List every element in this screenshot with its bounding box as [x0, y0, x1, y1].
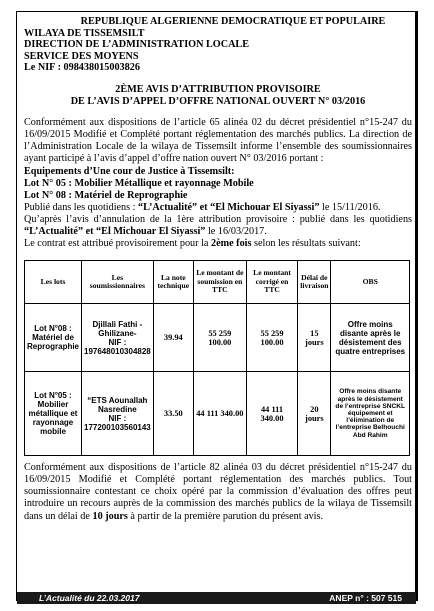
- row2-note: 33.50: [153, 372, 193, 456]
- publication-suffix: le 15/11/2016.: [319, 201, 381, 213]
- notice-title: [24, 84, 412, 107]
- row1-bidder-name: Djillali Fathi -Ghilizane-: [92, 319, 143, 338]
- publication-prefix: Publié dans les quotidiens :: [24, 201, 139, 213]
- row2-obs: Offre moins disante après le désistement de l’entreprise SNCKL équipement et l’élimination de l’entreprise Belhouchi Abd Rahim: [331, 372, 410, 456]
- row2-bidder: [82, 372, 154, 456]
- subject-line-2: Lot N° 05 : Mobilier Métallique et rayonnage Mobile: [24, 177, 254, 189]
- table-row: [25, 372, 410, 456]
- row1-corrected: 55 259 100.00: [246, 304, 297, 372]
- row2-amount: 44 111 340.00: [193, 372, 246, 456]
- table-row: [25, 304, 410, 372]
- publication-paragraph: [24, 202, 412, 214]
- contract-prefix: Le contrat est attribué provisoirement pour la: [24, 238, 211, 250]
- table-header-row: [25, 261, 410, 304]
- subject-block: [24, 166, 412, 202]
- contract-suffix: selon les résultats suivant:: [251, 238, 361, 250]
- row1-bidder: [82, 304, 154, 372]
- footer-anep: ANEP n° : 507 515: [329, 593, 402, 603]
- footer-bar: [17, 592, 416, 604]
- publication-papers: “L’Actualité” et “El Michouar El Siyassi”: [138, 201, 320, 213]
- row1-amount: 55 259 100.00: [193, 304, 246, 372]
- row1-obs: Offre moins disante après le désistement des quatre entreprises: [331, 304, 410, 372]
- contract-bold: 2ème fois: [211, 238, 252, 250]
- col-header-bidders: Les soumissionnaires: [82, 261, 154, 304]
- col-header-obs: OBS: [331, 261, 410, 304]
- title-line-2: DE L’AVIS D’APPEL D’OFFRE NATIONAL OUVERT N° 03/2016: [70, 95, 366, 107]
- annulation-suffix: le 16/03/2017.: [205, 226, 267, 237]
- header-wilaya: WILAYA DE TISSEMSILT: [24, 27, 145, 39]
- col-header-amount: Le montant de soumission en TTC: [193, 261, 246, 304]
- row1-note: 39.94: [153, 304, 193, 372]
- closing-paragraph: [24, 462, 412, 522]
- row2-bidder-name: “ETS Aounallah Nasredine: [87, 395, 148, 414]
- col-header-lots: Les lots: [25, 261, 82, 304]
- subject-line-1: Equipements d’Une cour de Justice à Tissemsilt:: [24, 165, 235, 177]
- row2-delay: 20 jours: [298, 372, 331, 456]
- closing-end: à partir de la première parution du présent avis.: [127, 510, 324, 522]
- intro-paragraph: Conformément aux dispositions de l’article 65 alinéa 02 du décret présidentiel n°15-247 du 16/09/2015 Modifié et Complété portant réglementation des marchés publics. La direction de l’Administration Locale de la wilaya de Tissemsilt informe l’ensemble des soumissionnaires ayant participé à l’avis d’appel d’offre nation ouvert N° 03/2016 portant :: [24, 117, 412, 165]
- row1-lot: Lot N°08 : Matériel de Reprographie: [25, 304, 82, 372]
- notice-content: [24, 16, 412, 523]
- closing-text: Conformément aux dispositions de l’article 82 alinéa 03 du décret présidentiel n°15-247 du 16/09/2015 Modifié et Complété portant réglementation des marchés publics. Tout soumissionnaire contestant ce choix opéré par la commission d’évaluation des offres peut introduire un recours auprès de la commission des marchés publics de la wilaya de Tissemsilt dans un délai de: [24, 462, 412, 522]
- footer-publication: L’Actualité du 22.03.2017: [39, 593, 140, 603]
- annulation-prefix: Qu’après l’avis d’annulation de la 1ère attribution provisoire : publié dans les quotidiens: [24, 213, 412, 225]
- results-table: [24, 260, 410, 456]
- header-service: SERVICE DES MOYENS: [24, 50, 139, 62]
- closing-bold: 10 jours: [92, 510, 128, 522]
- row1-bidder-nif: NIF : 197648010304828: [84, 337, 151, 356]
- row2-bidder-nif: NIF : 177200103560143: [84, 413, 151, 432]
- col-header-delay: Délai de livraison: [298, 261, 331, 304]
- col-header-corrected: Le montant corrigé en TTC: [246, 261, 297, 304]
- title-line-1: 2ÈME AVIS D’ATTRIBUTION PROVISOIRE: [115, 83, 321, 95]
- annulation-paragraph: [24, 214, 412, 238]
- subject-line-3: Lot N° 08 : Matériel de Reprographie: [24, 189, 188, 201]
- row1-delay: 15 jours: [298, 304, 331, 372]
- contract-paragraph: [24, 238, 412, 250]
- header-republic: REPUBLIQUE ALGERIENNE DEMOCRATIQUE ET POPULAIRE: [80, 16, 386, 27]
- annulation-papers: “L’Actualité” et “El Michouar El Siyassi”: [24, 226, 206, 237]
- header-nif: Le NIF : 098438015003826: [24, 62, 140, 74]
- row2-corrected: 44 111 340.00: [246, 372, 297, 456]
- col-header-note: La note technique: [153, 261, 193, 304]
- row2-lot: Lot N°05 : Mobilier métallique et rayonnage mobile: [25, 372, 82, 456]
- header-direction: DIRECTION DE L’ADMINISTRATION LOCALE: [24, 39, 250, 51]
